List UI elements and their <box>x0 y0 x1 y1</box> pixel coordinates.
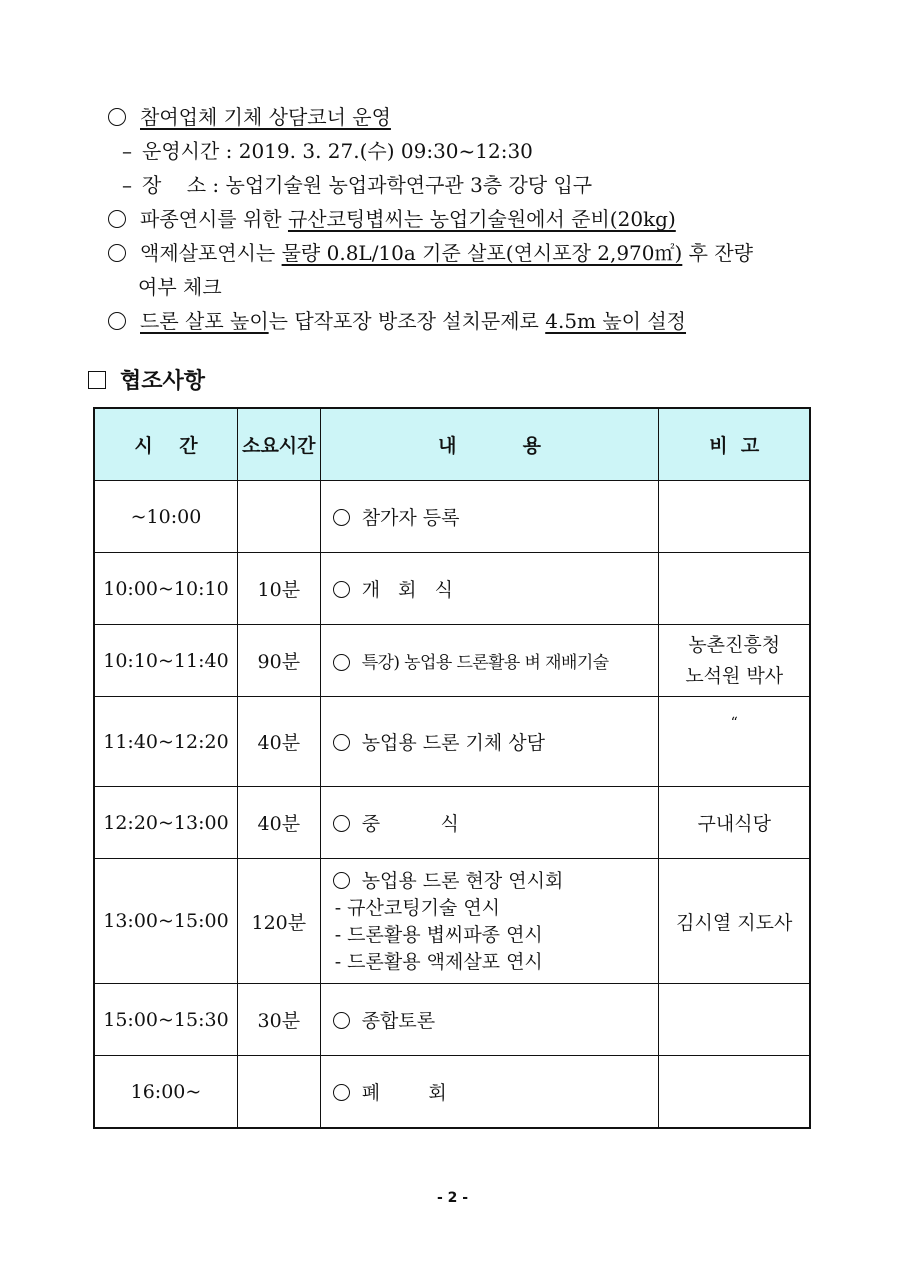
bullet-item-spraying-cont: 여부 체크 <box>138 275 222 299</box>
sub-item: - 드론활용 볍씨파종 연시 <box>334 923 543 946</box>
time-cell: 15:00~15:30 <box>94 984 237 1056</box>
time-cell: ~10:00 <box>94 481 237 553</box>
table-row <box>94 697 810 787</box>
header-time: 시 간 <box>94 408 237 481</box>
sub-item-hours: – 운영시간 : 2019. 3. 27.(수) 09:30~12:30 <box>108 134 828 168</box>
circle-bullet-icon <box>333 1084 350 1101</box>
circle-bullet-icon <box>108 312 126 330</box>
note-cell <box>659 553 810 625</box>
content-cell: 중 식 <box>320 787 659 859</box>
note-cell <box>659 1056 810 1129</box>
sub-item: - 드론활용 액제살포 연시 <box>334 950 543 973</box>
content-cell: 농업용 드론 현장 연시회 - 규산코팅기술 연시 - 드론활용 볍씨파종 연시 - 드론활용 액제살포 연시 <box>320 859 659 984</box>
bullet-item-seeding: 파종연시를 위한 규산코팅볍씨는 농업기술원에서 준비(20kg) <box>108 202 828 236</box>
section-title: 협조사항 <box>88 364 205 395</box>
circle-bullet-icon <box>333 509 350 526</box>
sub-item: - 규산코팅기술 연시 <box>334 896 501 919</box>
table-row <box>94 481 810 553</box>
time-cell: 10:00~10:10 <box>94 553 237 625</box>
duration-cell: 40분 <box>237 787 320 859</box>
note-cell: 김시열 지도사 <box>659 859 810 984</box>
header-note: 비 고 <box>659 408 810 481</box>
page-number: - 2 - <box>436 1190 469 1206</box>
circle-bullet-icon <box>333 734 350 751</box>
header-content: 내 용 <box>320 408 659 481</box>
time-cell: 10:10~11:40 <box>94 625 237 697</box>
duration-cell <box>237 481 320 553</box>
table-row <box>94 859 810 984</box>
schedule-table <box>93 407 811 1129</box>
notes-list <box>108 100 828 338</box>
time-cell: 12:20~13:00 <box>94 787 237 859</box>
note-cell <box>659 984 810 1056</box>
dash-marker: – <box>122 139 132 163</box>
content-cell: 폐 회 <box>320 1056 659 1129</box>
time-cell: 13:00~15:00 <box>94 859 237 984</box>
circle-bullet-icon <box>333 581 350 598</box>
circle-bullet-icon <box>333 815 350 832</box>
note-line: 농촌진흥청 <box>688 633 781 656</box>
square-bullet-icon <box>88 371 106 389</box>
bullet-item-booth: 참여업체 기체 상담코너 운영 <box>108 100 828 134</box>
circle-bullet-icon <box>333 654 350 671</box>
duration-cell <box>237 1056 320 1129</box>
content-cell: 종합토론 <box>320 984 659 1056</box>
duration-cell: 10분 <box>237 553 320 625</box>
note-cell: “ <box>659 697 810 787</box>
table-row <box>94 1056 810 1129</box>
time-cell: 16:00~ <box>94 1056 237 1129</box>
bullet-item-spraying: 액제살포연시는 물량 0.8L/10a 기준 살포(연시포장 2,970㎡) 후 잔량 <box>108 236 828 270</box>
circle-bullet-icon <box>333 872 350 889</box>
content-cell: 참가자 등록 <box>320 481 659 553</box>
table-row <box>94 984 810 1056</box>
note-cell <box>659 481 810 553</box>
duration-cell: 90분 <box>237 625 320 697</box>
table-row <box>94 553 810 625</box>
circle-bullet-icon <box>108 210 126 228</box>
dash-marker: – <box>122 173 132 197</box>
content-cell: 개 회 식 <box>320 553 659 625</box>
time-cell: 11:40~12:20 <box>94 697 237 787</box>
note-line: 노석원 박사 <box>685 664 784 687</box>
table-row <box>94 625 810 697</box>
sub-item-location: – 장 소 : 농업기술원 농업과학연구관 3층 강당 입구 <box>108 168 828 202</box>
bullet-item-height: 드론 살포 높이는 답작포장 방조장 설치문제로 4.5m 높이 설정 <box>108 304 828 338</box>
duration-cell: 40분 <box>237 697 320 787</box>
duration-cell: 30분 <box>237 984 320 1056</box>
table-row <box>94 787 810 859</box>
circle-bullet-icon <box>108 244 126 262</box>
table-header-row <box>94 408 810 481</box>
content-cell: 특강) 농업용 드론활용 벼 재배기술 <box>320 625 659 697</box>
duration-cell: 120분 <box>237 859 320 984</box>
circle-bullet-icon <box>333 1012 350 1029</box>
header-duration: 소요시간 <box>237 408 320 481</box>
content-cell: 농업용 드론 기체 상담 <box>320 697 659 787</box>
circle-bullet-icon <box>108 108 126 126</box>
note-cell <box>659 625 810 697</box>
note-cell: 구내식당 <box>659 787 810 859</box>
